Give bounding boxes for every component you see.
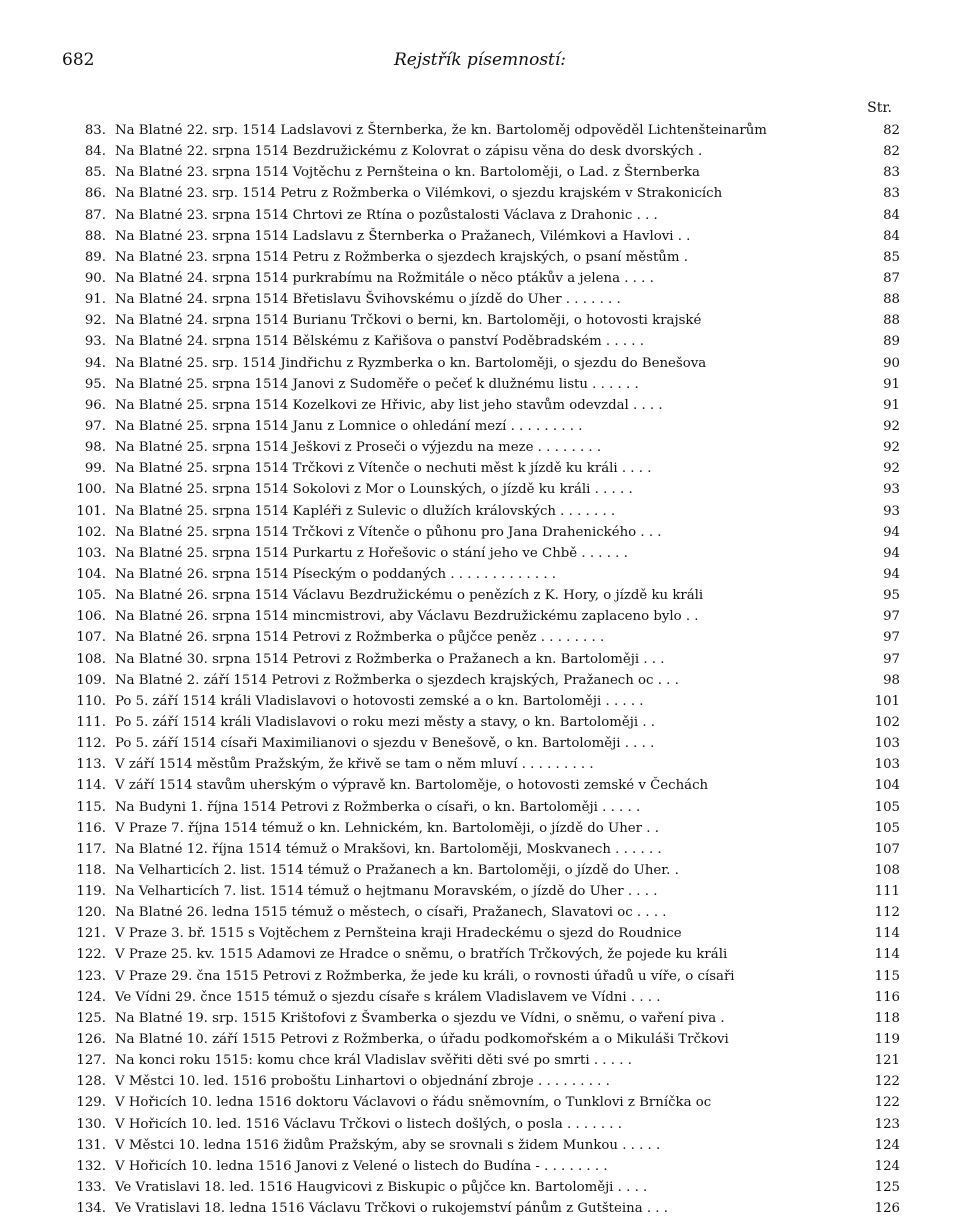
entry-page: 103	[874, 757, 900, 773]
entry-text: Na Blatné 23. srpna 1514 Vojtěchu z Pernšteina o kn. Bartoloměji, o Lad. z Šternberka	[115, 165, 700, 181]
page-number: 682	[62, 50, 95, 70]
entry-number: 100.	[76, 482, 106, 498]
entry-page: 94	[883, 566, 900, 582]
entry-page: 89	[883, 334, 900, 350]
entry-text: Na Blatné 25. srp. 1514 Jindřichu z Ryzmberka o kn. Bartoloměji, o sjezdu do Benešova	[115, 355, 707, 371]
list-item	[60, 881, 900, 902]
entry-page: 91	[883, 397, 900, 413]
entry-page: 93	[883, 482, 900, 498]
entry-page: 121	[874, 1053, 900, 1069]
list-item	[60, 1029, 900, 1050]
entry-text: Ve Vídni 29. čnce 1515 témuž o sjezdu císaře s králem Vladislavem ve Vídni . . . .	[115, 989, 661, 1005]
entry-page: 116	[874, 989, 900, 1005]
entry-number: 132.	[76, 1158, 106, 1174]
list-item	[60, 818, 900, 839]
entry-page: 97	[883, 609, 900, 625]
list-item	[60, 775, 900, 796]
entry-number: 117.	[76, 841, 106, 857]
entry-text: Na Budyni 1. října 1514 Petrovi z Rožmberka o císaři, o kn. Bartoloměji . . . . .	[115, 799, 641, 815]
page-column-label: Str.	[867, 100, 892, 116]
entry-text: V Městci 10. ledna 1516 židům Pražským, aby se srovnali s židem Munkou . . . . .	[115, 1137, 661, 1153]
entry-text: V Praze 7. října 1514 témuž o kn. Lehnickém, kn. Bartoloměji, o jízdě do Uher . .	[115, 820, 659, 836]
entry-number: 119.	[76, 884, 106, 900]
entry-page: 91	[883, 376, 900, 392]
list-item	[60, 627, 900, 648]
list-item	[60, 754, 900, 775]
entry-number: 101.	[76, 503, 106, 519]
entry-page: 111	[874, 884, 900, 900]
entry-number: 102.	[76, 524, 106, 540]
entry-number: 105.	[76, 588, 106, 604]
entry-text: V Hořicích 10. ledna 1516 Janovi z Velené o listech do Budína - . . . . . . . .	[115, 1158, 608, 1174]
running-title: Rejstřík písemností:	[393, 50, 567, 70]
entry-page: 126	[874, 1201, 900, 1217]
entry-page: 122	[874, 1095, 900, 1111]
entry-text: Na Blatné 26. ledna 1515 témuž o městech, o císaři, Pražanech, Slavatovi oc . . . .	[115, 905, 667, 921]
entry-page: 112	[874, 905, 900, 921]
entry-number: 93.	[84, 334, 106, 350]
list-item	[60, 183, 900, 204]
entry-number: 128.	[76, 1074, 106, 1090]
list-item	[60, 522, 900, 543]
entry-page: 114	[874, 947, 900, 963]
list-item	[60, 923, 900, 944]
entry-text: Na Blatné 25. srpna 1514 Janu z Lomnice o ohledání mezí . . . . . . . . .	[115, 418, 583, 434]
entry-text: Na Blatné 12. října 1514 témuž o Mrakšovi, kn. Bartoloměji, Moskvanech . . . . . .	[115, 841, 662, 857]
entry-text: Na Blatné 24. srpna 1514 Bělskému z Kařišova o panství Poděbradském . . . . .	[115, 334, 644, 350]
entry-page: 98	[883, 672, 900, 688]
entry-number: 131.	[76, 1137, 106, 1153]
entry-text: Na Velharticích 7. list. 1514 témuž o hejtmanu Moravském, o jízdě do Uher . . . .	[115, 884, 658, 900]
list-item	[60, 268, 900, 289]
entry-page: 92	[883, 440, 900, 456]
entry-number: 83.	[84, 123, 106, 138]
entry-number: 124.	[76, 989, 106, 1005]
entry-page: 83	[883, 165, 900, 181]
entry-page: 123	[874, 1116, 900, 1132]
entry-number: 94.	[84, 355, 106, 371]
list-item	[60, 839, 900, 860]
entry-number: 118.	[76, 862, 106, 878]
entry-page: 93	[883, 503, 900, 519]
entry-page: 104	[874, 778, 900, 794]
entry-text: Na Blatné 25. srpna 1514 Ješkovi z Proseči o výjezdu na meze . . . . . . . .	[115, 440, 602, 456]
entry-page: 85	[883, 249, 900, 265]
entry-number: 108.	[76, 651, 106, 667]
list-item	[60, 1177, 900, 1198]
entry-page: 87	[883, 270, 900, 286]
entry-text: V Hořicích 10. led. 1516 Václavu Trčkovi o listech došlých, o posla . . . . . . .	[115, 1116, 622, 1132]
list-item	[60, 564, 900, 585]
entry-page: 83	[883, 186, 900, 202]
entry-page: 97	[883, 651, 900, 667]
list-item	[60, 1114, 900, 1135]
entry-number: 116.	[76, 820, 106, 836]
list-item	[60, 1156, 900, 1177]
list-item	[60, 479, 900, 500]
entry-number: 115.	[76, 799, 106, 815]
entry-page: 124	[874, 1158, 900, 1174]
entry-text: Ve Vratislavi 18. ledna 1516 Václavu Trčkovi o rukojemství pánům z Gutšteina . . .	[115, 1201, 668, 1217]
entry-page: 84	[883, 228, 900, 244]
list-item	[60, 966, 900, 987]
list-item	[60, 226, 900, 247]
list-item	[60, 691, 900, 712]
entry-text: Na Blatné 23. srpna 1514 Ladslavu z Šternberka o Pražanech, Vilémkovi a Havlovi . .	[115, 228, 691, 244]
entry-text: V Praze 3. bř. 1515 s Vojtěchem z Pernšteina kraji Hradeckému o sjezd do Roudnice	[115, 926, 682, 942]
entry-text: Na Blatné 25. srpna 1514 Kozelkovi ze Hřivic, aby list jeho stavům odevzdal . . . .	[115, 397, 663, 413]
entry-number: 121.	[76, 926, 106, 942]
list-item	[60, 585, 900, 606]
entry-text: Na Blatné 25. srpna 1514 Trčkovi z Vítenče o půhonu pro Jana Drahenického . . .	[115, 524, 662, 540]
entry-number: 120.	[76, 905, 106, 921]
entry-page: 102	[874, 714, 900, 730]
entry-number: 113.	[76, 757, 106, 773]
entry-text: Po 5. září 1514 králi Vladislavovi o roku mezi městy a stavy, o kn. Bartoloměji . .	[115, 714, 655, 730]
list-item	[60, 1050, 900, 1071]
entry-text: Na Blatné 22. srp. 1514 Ladslavovi z Šternberka, že kn. Bartoloměj odpověděl Lichtenšteinarům	[115, 123, 767, 138]
entry-list	[60, 120, 900, 1219]
entry-number: 91.	[84, 292, 106, 308]
entry-number: 125.	[76, 1010, 106, 1026]
entry-page: 94	[883, 545, 900, 561]
entry-number: 84.	[84, 144, 106, 160]
entry-number: 122.	[76, 947, 106, 963]
entry-text: Na Blatné 24. srpna 1514 purkrabímu na Rožmitále o něco ptákův a jelena . . . .	[115, 270, 654, 286]
list-item	[60, 141, 900, 162]
entry-page: 118	[874, 1010, 900, 1026]
entry-page: 114	[874, 926, 900, 942]
entry-text: Na Blatné 23. srpna 1514 Petru z Rožmberka o sjezdech krajských, o psaní městům .	[115, 249, 688, 265]
list-item	[60, 310, 900, 331]
entry-number: 95.	[84, 376, 106, 392]
entry-text: Na Velharticích 2. list. 1514 témuž o Pražanech a kn. Bartoloměji, o jízdě do Uher. .	[115, 862, 679, 878]
entry-number: 109.	[76, 672, 106, 688]
entry-text: Na Blatné 24. srpna 1514 Břetislavu Švihovskému o jízdě do Uher . . . . . . .	[115, 292, 621, 308]
entry-number: 123.	[76, 968, 106, 984]
list-item	[60, 247, 900, 268]
list-item	[60, 458, 900, 479]
entry-text: Na Blatné 19. srp. 1515 Krištofovi z Švamberka o sjezdu ve Vídni, o sněmu, o vaření piva .	[115, 1010, 725, 1026]
entry-text: V Městci 10. led. 1516 proboštu Linhartovi o objednání zbroje . . . . . . . . .	[115, 1074, 610, 1090]
entry-text: Na Blatné 26. srpna 1514 mincmistrovi, aby Václavu Bezdružickému zaplaceno bylo . .	[115, 609, 699, 625]
entry-text: Na Blatné 30. srpna 1514 Petrovi z Rožmberka o Pražanech a kn. Bartoloměji . . .	[115, 651, 665, 667]
list-item	[60, 987, 900, 1008]
entry-number: 97.	[84, 418, 106, 434]
list-item	[60, 649, 900, 670]
entry-number: 126.	[76, 1032, 106, 1048]
entry-number: 96.	[84, 397, 106, 413]
list-item	[60, 944, 900, 965]
entry-text: Na Blatné 26. srpna 1514 Václavu Bezdružickému o penězích z K. Hory, o jízdě ku králi	[115, 588, 704, 604]
list-item	[60, 416, 900, 437]
list-item	[60, 733, 900, 754]
entry-number: 98.	[84, 440, 106, 456]
entry-page: 82	[883, 144, 900, 160]
entry-text: Na Blatné 25. srpna 1514 Janovi z Sudoměře o pečeť k dlužnému listu . . . . . .	[115, 376, 639, 392]
entry-page: 105	[874, 799, 900, 815]
entry-number: 110.	[76, 693, 106, 709]
list-item	[60, 860, 900, 881]
entry-text: V Hořicích 10. ledna 1516 doktoru Václavovi o řádu sněmovním, o Tunklovi z Brníčka oc	[115, 1095, 712, 1111]
entry-page: 94	[883, 524, 900, 540]
entry-text: Na Blatné 24. srpna 1514 Burianu Trčkovi o berni, kn. Bartoloměji, o hotovosti krajské	[115, 313, 702, 329]
entry-page: 105	[874, 820, 900, 836]
entry-page: 115	[874, 968, 900, 984]
entry-page: 92	[883, 418, 900, 434]
entry-number: 111.	[76, 714, 106, 730]
entry-number: 104.	[76, 566, 106, 582]
list-item	[60, 712, 900, 733]
list-item	[60, 501, 900, 522]
list-item	[60, 1135, 900, 1156]
entry-number: 88.	[84, 228, 106, 244]
entry-number: 99.	[84, 461, 106, 477]
entry-page: 88	[883, 313, 900, 329]
entry-number: 133.	[76, 1180, 106, 1196]
entry-number: 85.	[84, 165, 106, 181]
list-item	[60, 606, 900, 627]
list-item	[60, 902, 900, 923]
entry-text: Na Blatné 25. srpna 1514 Purkartu z Hořešovic o stání jeho ve Chbě . . . . . .	[115, 545, 628, 561]
entry-number: 90.	[84, 270, 106, 286]
entry-number: 89.	[84, 249, 106, 265]
entry-number: 106.	[76, 609, 106, 625]
entry-page: 125	[874, 1180, 900, 1196]
list-item	[60, 1198, 900, 1219]
list-item	[60, 1092, 900, 1113]
entry-page: 124	[874, 1137, 900, 1153]
entry-number: 103.	[76, 545, 106, 561]
list-item	[60, 670, 900, 691]
entry-text: Na Blatné 25. srpna 1514 Sokolovi z Mor o Lounských, o jízdě ku králi . . . . .	[115, 482, 633, 498]
entry-number: 114.	[76, 778, 106, 794]
entry-number: 134.	[76, 1201, 106, 1217]
entry-page: 82	[883, 123, 900, 138]
entry-text: Na Blatné 26. srpna 1514 Píseckým o poddaných . . . . . . . . . . . . .	[115, 566, 557, 582]
entry-number: 92.	[84, 313, 106, 329]
entry-page: 101	[874, 693, 900, 709]
entry-text: Na Blatné 23. srp. 1514 Petru z Rožmberka o Vilémkovi, o sjezdu krajském v Strakonicích	[115, 186, 723, 202]
entry-text: Na Blatné 23. srpna 1514 Chrtovi ze Rtína o pozůstalosti Václava z Drahonic . . .	[115, 207, 658, 223]
list-item	[60, 353, 900, 374]
entry-number: 130.	[76, 1116, 106, 1132]
list-item	[60, 1071, 900, 1092]
entry-text: V září 1514 stavům uherským o výpravě kn. Bartoloměje, o hotovosti zemské v Čechách	[115, 778, 709, 794]
entry-page: 84	[883, 207, 900, 223]
list-item	[60, 543, 900, 564]
entry-number: 86.	[84, 186, 106, 202]
entry-text: Na Blatné 10. září 1515 Petrovi z Rožmberka, o úřadu podkomořském a o Mikuláši Trčkovi	[115, 1032, 729, 1048]
entry-page: 97	[883, 630, 900, 646]
entry-page: 107	[874, 841, 900, 857]
entry-page: 90	[883, 355, 900, 371]
list-item	[60, 395, 900, 416]
list-item	[60, 205, 900, 226]
list-item	[60, 162, 900, 183]
entry-text: Na Blatné 25. srpna 1514 Kapléři z Sulevic o dlužích královských . . . . . . .	[115, 503, 616, 519]
entry-page: 88	[883, 292, 900, 308]
entry-page: 92	[883, 461, 900, 477]
entry-text: Na Blatné 26. srpna 1514 Petrovi z Rožmberka o půjčce peněz . . . . . . . .	[115, 630, 605, 646]
entry-text: Po 5. září 1514 císaři Maximilianovi o sjezdu v Benešově, o kn. Bartoloměji . . . .	[115, 736, 655, 752]
entry-text: Na konci roku 1515: komu chce král Vladislav svěřiti děti své po smrti . . . . .	[115, 1053, 632, 1069]
list-item	[60, 374, 900, 395]
entry-number: 129.	[76, 1095, 106, 1111]
list-item	[60, 331, 900, 352]
entry-page: 108	[874, 862, 900, 878]
list-item	[60, 289, 900, 310]
entry-number: 107.	[76, 630, 106, 646]
entry-number: 112.	[76, 736, 106, 752]
entry-page: 103	[874, 736, 900, 752]
entry-text: Na Blatné 25. srpna 1514 Trčkovi z Vítenče o nechuti měst k jízdě ku králi . . . .	[115, 461, 652, 477]
entry-text: V Praze 25. kv. 1515 Adamovi ze Hradce o sněmu, o bratřích Trčkových, že pojede ku králi	[115, 947, 728, 963]
entry-number: 87.	[84, 207, 106, 223]
entry-text: Na Blatné 2. září 1514 Petrovi z Rožmberka o sjezdech krajských, Pražanech oc . . .	[115, 672, 679, 688]
list-item	[60, 437, 900, 458]
entry-text: V září 1514 městům Pražským, že křivě se tam o něm mluví . . . . . . . . .	[115, 757, 594, 773]
entry-text: Po 5. září 1514 králi Vladislavovi o hotovosti zemské a o kn. Bartoloměji . . . . .	[115, 693, 644, 709]
entry-page: 119	[874, 1032, 900, 1048]
list-item	[60, 120, 900, 141]
list-item	[60, 797, 900, 818]
entry-number: 127.	[76, 1053, 106, 1069]
list-item	[60, 1008, 900, 1029]
entry-page: 95	[883, 588, 900, 604]
entry-text: V Praze 29. čna 1515 Petrovi z Rožmberka, že jede ku králi, o rovnosti úřadů u víře, o císaři	[115, 968, 735, 984]
entry-text: Na Blatné 22. srpna 1514 Bezdružickému z Kolovrat o zápisu věna do desk dvorských .	[115, 144, 703, 160]
entry-page: 122	[874, 1074, 900, 1090]
entry-text: Ve Vratislavi 18. led. 1516 Haugvicovi z Biskupic o půjčce kn. Bartoloměji . . . .	[115, 1180, 648, 1196]
